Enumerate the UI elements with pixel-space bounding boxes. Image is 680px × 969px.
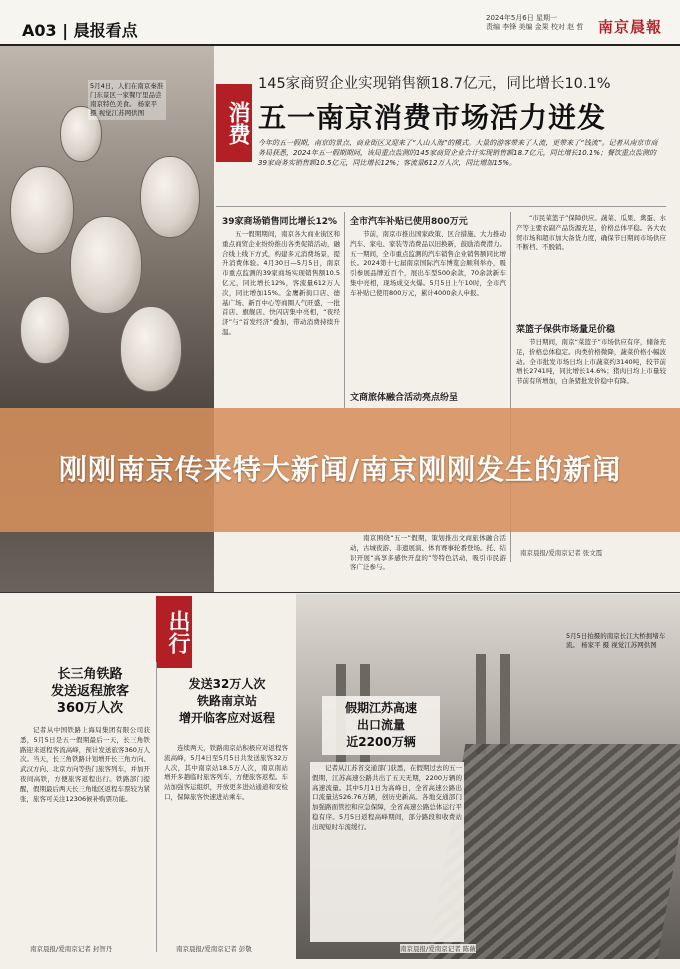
byline: 南京晨报/爱南京记者 陈薇 bbox=[400, 945, 476, 953]
column-body bbox=[310, 762, 464, 942]
column-body bbox=[164, 744, 288, 940]
byline: 南京晨报/爱南京记者 张文霞 bbox=[520, 549, 603, 557]
headline-overlay-banner bbox=[0, 408, 680, 532]
issue-date: 2024年5月6日 星期一 bbox=[486, 14, 557, 22]
page-header bbox=[0, 0, 680, 46]
lantern-shape bbox=[120, 306, 182, 392]
paragraph: 五一假期期间，南京各大商业街区和重点商贸企业纷纷推出各类促销活动，融合线上线下方式，构建多元消费场景，提升消费体验。4月30日—5月5日，南京市重点监测的39家商场实现销售额10.5亿元，同比增长12%，客流量612万人次，同比增加15%。金鹰新街口店、德基广场、新百中心等商圈人气旺盛，一批首店、旗舰店、快闪店集中亮相，“夜经济”与“首发经济”叠加，带动消费持续升温。 bbox=[222, 230, 340, 336]
byline: 南京晨报/爱南京记者 彭敬 bbox=[176, 945, 252, 953]
newspaper-logo: 南京晨報 bbox=[598, 18, 663, 36]
issue-editors: 责编 李锋 美编 金果 校对 赵 哲 bbox=[486, 23, 584, 31]
section-label: A03 | 晨报看点 bbox=[22, 21, 138, 40]
lantern-shape bbox=[10, 166, 74, 254]
column-heading: 全市汽车补贴已使用800万元 bbox=[350, 217, 468, 227]
issue-info bbox=[486, 14, 596, 32]
bridge-tower-shape bbox=[476, 654, 486, 754]
consumption-subtitle: 145家商贸企业实现销售额18.7亿元，同比增长10.1% bbox=[258, 76, 611, 92]
road-shape bbox=[427, 744, 680, 959]
divider bbox=[216, 206, 666, 207]
lantern-shape bbox=[140, 156, 200, 238]
article-headline: 发送32万人次 铁路南京站 增开临客应对返程 bbox=[178, 677, 275, 725]
consumption-tag: 消费 bbox=[216, 84, 252, 162]
travel-tag: 出行 bbox=[156, 596, 192, 668]
divider bbox=[0, 592, 680, 593]
bridge-tower-shape bbox=[500, 654, 510, 754]
column-body bbox=[516, 214, 666, 314]
top-photo-caption: 5月4日，人们在南京秦淮门东景区一家餐厅里品尝南京特色美食。 杨家平 摄 视觉江苏网供图 bbox=[88, 80, 166, 120]
column-body bbox=[350, 534, 506, 578]
paragraph: 南京围绕“五一”假期，策划推出文商旅体融合活动，古城夜游、非遗展演、体育赛事轮番登场。托、结识开展“高享多感快开盘的”等特色活动，吸引市民游客广泛参与。 bbox=[350, 534, 506, 572]
column-heading: 39家商场销售同比增长12% bbox=[222, 217, 338, 227]
column-body bbox=[516, 338, 666, 408]
column-heading: 文商旅体融合活动亮点纷呈 bbox=[350, 393, 459, 403]
paragraph: 节日期间，南京“菜篮子”市场供应有序，储备充足，价格总体稳定。肉类价格微降，蔬菜价格小幅波动。全市批发市场日均上市蔬菜约3140吨，较节前增长2741吨，同比增长14.6%；猪肉日均上市量较节前有所增加，白条猪批发价稳中有降。 bbox=[516, 338, 666, 386]
article-headline: 假期江苏高速 出口流量 近2200万辆 bbox=[322, 696, 440, 755]
divider bbox=[156, 662, 157, 952]
article-headline: 长三角铁路 发送返程旅客 360万人次 bbox=[50, 667, 129, 716]
consumption-headline: 五一南京消费市场活力迸发 bbox=[258, 101, 607, 134]
bottom-photo-caption: 5月5日拍摄的南京长江大桥拥堵车流。 杨家平 摄 视觉江苏网供图 bbox=[566, 632, 666, 649]
column-body bbox=[20, 726, 150, 938]
column-body bbox=[222, 230, 340, 408]
consumption-lead: 今年的五一假期，南京的景点、商业街区又迎来了“人山人海”的模式。大量的游客带来了人流，更带来了“钱流”。记者从南京市商务局获悉，2024年五一假期期间，该局重点监测的145家商贸企业合计实现销售额18.7亿元，同比增长10.1%；餐饮重点监测的39家商务实销售额10.5亿元，同比增长12%；客流量612万人次，同比增加15%。 bbox=[258, 139, 658, 167]
byline: 南京晨报/爱南京记者 封智丹 bbox=[30, 945, 113, 953]
lantern-shape bbox=[70, 216, 142, 314]
column-heading: 菜篮子保供市场量足价稳 bbox=[516, 325, 616, 335]
paragraph: 节前，南京市推出国家政策、区合措施、大力推动汽车、家电、家装等消费品以旧换新，鼓励消费潜力。五一期间，全市重点监测的汽车销售企业销售额同比增长。2024第十七届南京国际汽车博览会顺利举办，吸引参展品牌近百个，展出车型500余款，70余款新车集中亮相，现场成交火爆。5月5日上午10时，全市汽车补贴已使用800万元，累计4000余人申报。 bbox=[350, 230, 506, 297]
paragraph: 连续两天，铁路南京站积极应对返程客流高峰，5月4日至5月5日共发送旅客32万人次，其中南京站18.5万人次，南京南站增开多趟临时旅客列车，方便旅客返程。车站加强客运组织，开放更多进站通道和安检口，保障旅客快速进站乘车。 bbox=[164, 744, 288, 801]
column-body bbox=[350, 230, 506, 380]
lantern-shape bbox=[20, 296, 70, 364]
overlay-title: 刚刚南京传来特大新闻/南京刚刚发生的新闻 bbox=[58, 453, 622, 486]
paragraph: “市民菜篮子”保障供应。蔬菜、瓜果、禽蛋、水产等主要农副产品货源充足，价格总体平稳。各大农贸市场和超市加大备货力度，确保节日期间市场供应不断档、不脱销。 bbox=[516, 214, 666, 252]
paragraph: 记者从中国铁路上海局集团有限公司获悉，5月5日是五一假期最后一天，长三角铁路迎来返程客流高峰，预计发送旅客360万人次。当天，长三角铁路计划增开长三角方向、武汉方向、北京方向等热门旅客列车，并加开夜间高铁，方便旅客返程出行。铁路部门提醒，假期最后两天长三角地区返程车票较为紧张，旅客可关注12306候补购票功能。 bbox=[20, 726, 150, 803]
divider bbox=[344, 212, 345, 408]
paragraph: 记者从江苏省交通部门获悉，在假期过去的五一假期，江苏高速公路共出了五天无期，2200万辆的高速流量。其中5月1日为高峰日，全省高速公路出口流量达526.76万辆，创历史新高。各地交通部门加强路面管控和应急保障，全省高速公路总体运行平稳有序。5月5日返程高峰期间，部分路段和收费站出现短时车流缓行。 bbox=[312, 764, 462, 831]
